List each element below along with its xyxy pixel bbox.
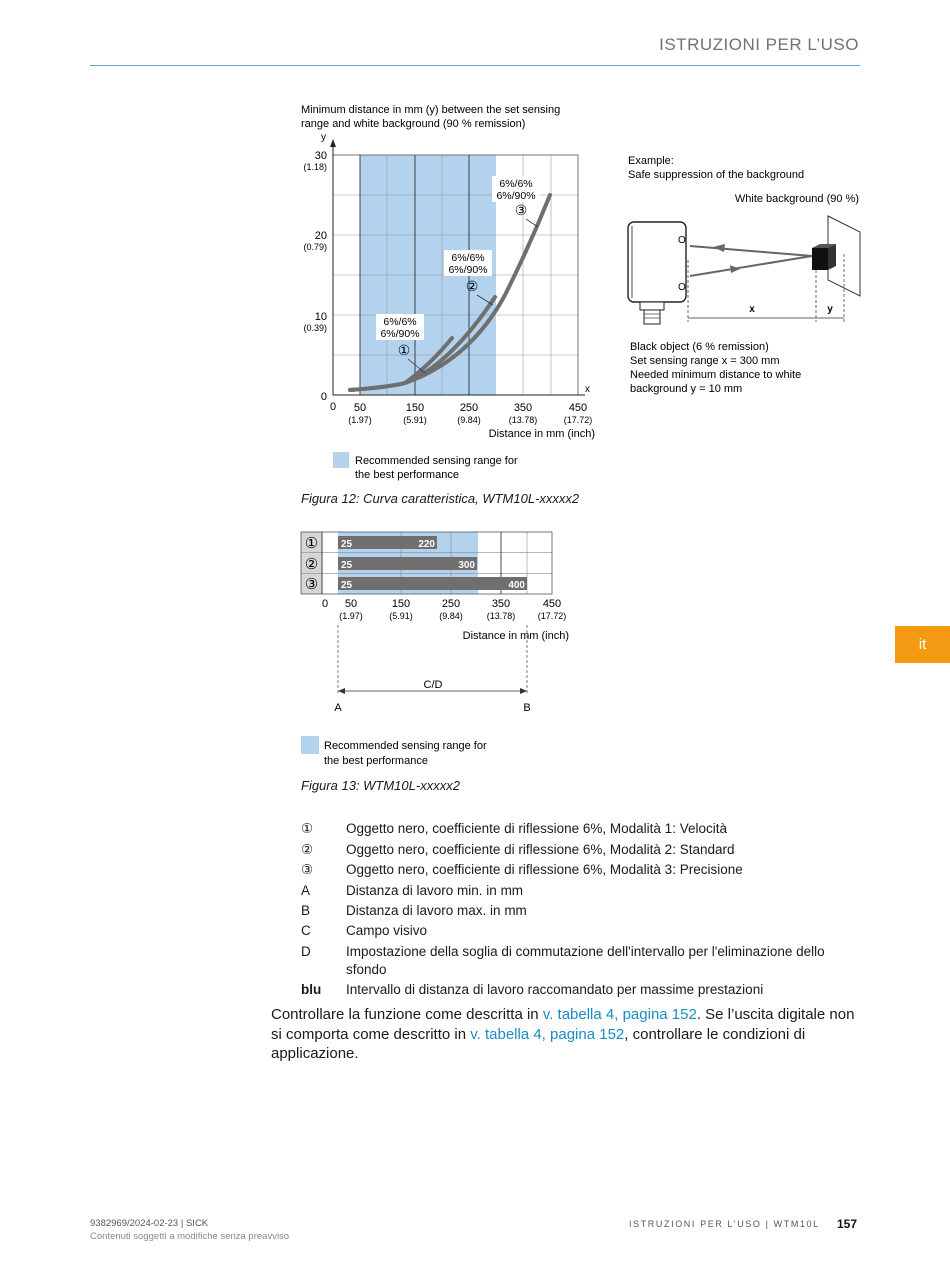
legend-text: Oggetto nero, coefficiente di riflessione 6%, Modalità 1: Velocità — [346, 821, 727, 836]
legend-text: Impostazione della soglia di commutazione dell'intervallo per l'eliminazione dello sfondo — [346, 944, 825, 977]
figure-13-chart — [290, 525, 590, 775]
legend-text-line2: the best performance — [324, 755, 428, 767]
legend-text-line1: Recommended sensing range for — [355, 455, 518, 467]
x-tick-label: 150 — [391, 598, 411, 610]
example-title-line1: Example: — [628, 155, 674, 167]
curve-marker-3: ③ — [514, 202, 528, 218]
footer-doc-id: 9382969/2024-02-23 | SICK — [90, 1218, 209, 1229]
x-tick-label: 150 — [405, 402, 425, 414]
curve-marker-1: ① — [397, 342, 411, 358]
x-tick-label: 250 — [459, 402, 479, 414]
x-tick-sub: (17.72) — [537, 611, 567, 621]
x-tick-sub: (9.84) — [457, 415, 481, 425]
x-tick-sub: (1.97) — [339, 611, 363, 621]
y-tick-sub: (1.18) — [303, 162, 327, 172]
x-axis-label: Distance in mm (inch) — [462, 630, 569, 642]
x-tick-sub: (5.91) — [389, 611, 413, 621]
legend-key: ① — [301, 821, 314, 836]
svg-text:O: O — [678, 235, 686, 246]
legend-text: Oggetto nero, coefficiente di riflessione 6%, Modalità 3: Precisione — [346, 862, 743, 877]
svg-text:O: O — [678, 282, 686, 293]
x-tick-label: 350 — [491, 598, 511, 610]
example-info-line4: background y = 10 mm — [630, 383, 743, 395]
legend-text-line1: Recommended sensing range for — [324, 740, 487, 752]
page-header-title: ISTRUZIONI PER L’USO — [659, 35, 859, 54]
x-tick-sub: (17.72) — [563, 415, 593, 425]
x-tick-label: 450 — [542, 598, 562, 610]
example-title-line2: Safe suppression of the background — [628, 169, 805, 181]
legend-text: Distanza di lavoro max. in mm — [346, 903, 527, 918]
cd-label: C/D — [423, 679, 443, 691]
x-tick-sub: (13.78) — [486, 611, 516, 621]
curve-marker-2: ② — [465, 278, 479, 294]
x-tick-label: 0 — [321, 598, 329, 610]
y-tick-label: 20 — [314, 230, 327, 242]
a-label: A — [334, 702, 342, 714]
chart-title-line2: range and white background (90 % remission) — [301, 118, 526, 130]
y-tick-sub: (0.79) — [303, 242, 327, 252]
x-tick-label: 350 — [513, 402, 533, 414]
legend-text: Campo visivo — [346, 923, 428, 938]
row-marker-3: ③ — [304, 576, 319, 593]
bar-end-label: 400 — [508, 580, 525, 591]
body-paragraph: Controllare la funzione come descritta in v. tabella 4, pagina 152. Se l’uscita digitale non si comporta come descritto in v. tabella 4, pagina 152, controllare le condizioni di applicazione. — [271, 1006, 855, 1062]
chart-title-line1: Minimum distance in mm (y) between the set sensing — [301, 104, 561, 116]
page-number: 157 — [837, 1217, 858, 1231]
sensor-housing — [628, 222, 686, 324]
black-object — [812, 244, 836, 270]
bar-end-label: 220 — [418, 539, 435, 550]
y-tick-label: 0 — [320, 391, 327, 403]
bar-end-label: 300 — [458, 560, 475, 571]
y-tick-label: 30 — [314, 150, 327, 162]
svg-text:6%/90%: 6%/90% — [380, 328, 420, 340]
y-tick-sub: (0.39) — [303, 323, 327, 333]
svg-text:6%/6%: 6%/6% — [451, 252, 485, 264]
legend-text: Distanza di lavoro min. in mm — [346, 883, 524, 898]
example-info-line1: Black object (6 % remission) — [630, 341, 769, 353]
legend-swatch — [301, 736, 319, 754]
legend-swatch — [333, 452, 349, 468]
x-dimension-label: x — [749, 304, 755, 315]
svg-text:6%/90%: 6%/90% — [496, 190, 536, 202]
example-illustration — [620, 150, 865, 400]
legend-key: A — [301, 883, 311, 898]
range-bar-2 — [338, 557, 477, 570]
table-4-link[interactable]: v. tabella 4, pagina 152 — [542, 1006, 697, 1023]
b-label: B — [523, 702, 531, 714]
x-tick-sub: (9.84) — [439, 611, 463, 621]
row-marker-1: ① — [304, 535, 319, 552]
footer-note: Contenuti soggetti a modifiche senza preavviso — [90, 1231, 290, 1242]
svg-text:6%/90%: 6%/90% — [448, 264, 488, 276]
curve-label-3 — [492, 176, 540, 227]
svg-text:6%/6%: 6%/6% — [499, 178, 533, 190]
legend-key: C — [301, 923, 311, 938]
x-tick-sub: (13.78) — [508, 415, 538, 425]
legend-key: ② — [301, 842, 314, 857]
bar-start-label: 25 — [341, 560, 353, 571]
x-tick-sub: (5.91) — [403, 415, 427, 425]
row-marker-2: ② — [304, 556, 319, 573]
x-tick-label: 250 — [441, 598, 461, 610]
beam-arrow — [730, 265, 740, 273]
figure-13-caption: Figura 13: WTM10L-xxxxx2 — [301, 778, 460, 793]
y-axis-symbol: y — [321, 132, 326, 143]
x-axis-label: Distance in mm (inch) — [488, 428, 595, 440]
y-tick-label: 10 — [314, 311, 327, 323]
header-rule — [90, 65, 860, 66]
figure-12-chart — [280, 95, 630, 490]
x-tick-label: 50 — [353, 402, 367, 414]
x-tick-label: 0 — [329, 401, 337, 413]
legend-key: ③ — [301, 862, 314, 877]
legend-text: Oggetto nero, coefficiente di riflessione 6%, Modalità 2: Standard — [346, 842, 735, 857]
range-bar-3 — [338, 577, 527, 590]
y-dimension-label: y — [827, 304, 833, 315]
legend-text: Intervallo di distanza di lavoro raccomandato per massime prestazioni — [346, 982, 764, 997]
svg-text:6%/6%: 6%/6% — [383, 316, 417, 328]
bar-start-label: 25 — [341, 580, 353, 591]
footer-manual-title: ISTRUZIONI PER L’USO | WTM10L — [629, 1219, 820, 1229]
legend-key: B — [301, 903, 311, 918]
x-tick-sub: (1.97) — [348, 415, 372, 425]
example-info-line2: Set sensing range x = 300 mm — [630, 355, 780, 367]
x-tick-label: 50 — [344, 598, 358, 610]
light-beams — [690, 246, 812, 276]
example-info-line3: Needed minimum distance to white — [630, 369, 802, 381]
legend-key: blu — [301, 982, 322, 997]
legend-text-line2: the best performance — [355, 469, 459, 481]
legend-key: D — [301, 944, 311, 959]
x-axis-symbol: x — [585, 384, 590, 395]
white-background-label: White background (90 %) — [734, 193, 859, 205]
y-axis-arrow — [330, 139, 336, 147]
x-tick-label: 450 — [568, 402, 588, 414]
language-tab-it[interactable]: it — [895, 626, 950, 663]
figure-12-caption: Figura 12: Curva caratteristica, WTM10L-xxxxx2 — [301, 491, 580, 506]
table-4-link[interactable]: v. tabella 4, pagina 152 — [470, 1025, 625, 1043]
bar-start-label: 25 — [341, 539, 353, 550]
